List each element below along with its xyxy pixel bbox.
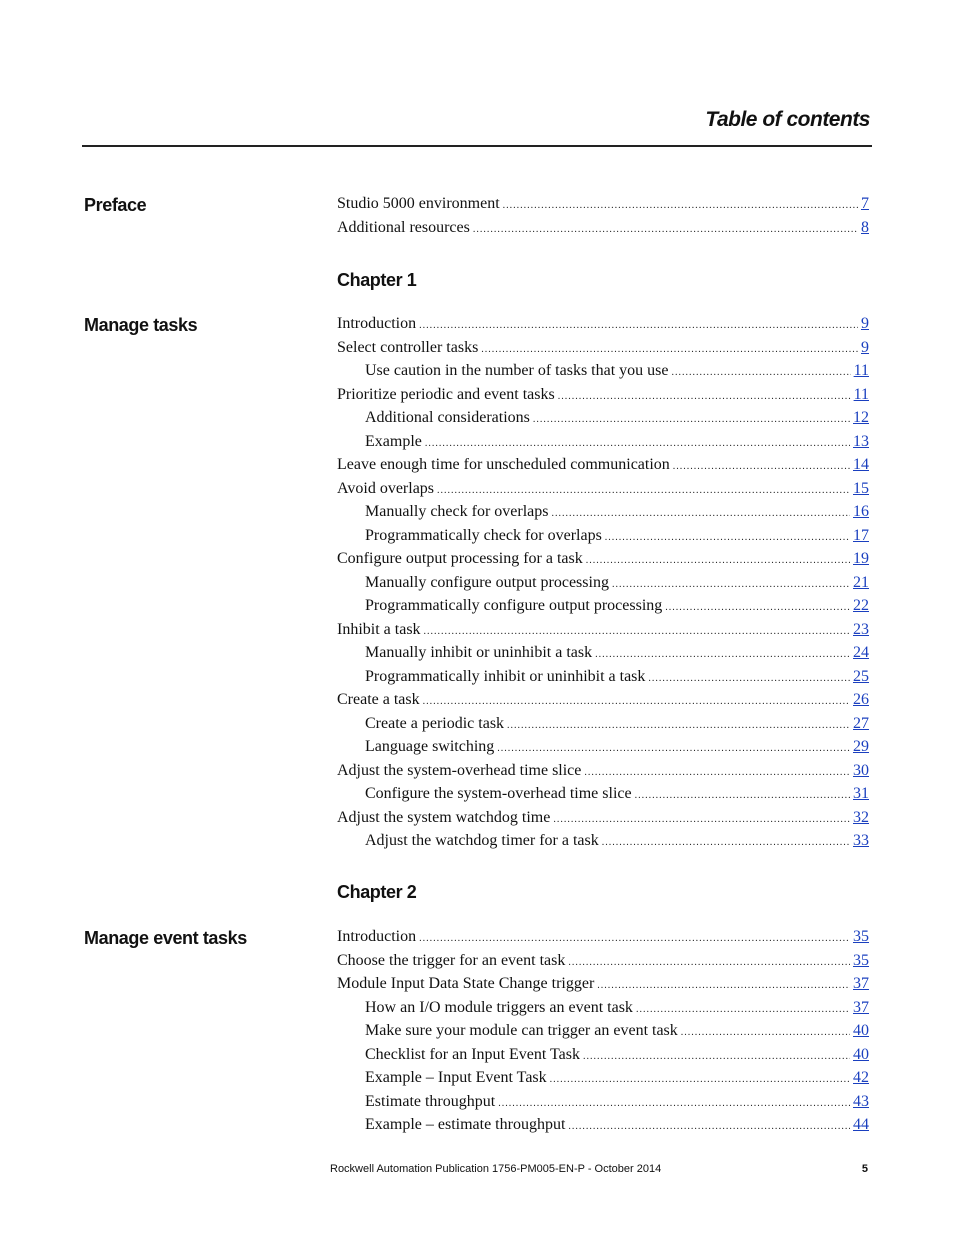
dot-leader	[602, 831, 850, 853]
toc-entry	[337, 712, 869, 736]
toc-page-link[interactable]: 27	[853, 714, 869, 732]
toc-page-link[interactable]: 17	[853, 526, 869, 544]
toc-entry	[337, 383, 869, 407]
toc-entry	[337, 336, 869, 360]
toc-page-link[interactable]: 21	[853, 573, 869, 591]
title-divider	[82, 145, 872, 147]
toc-page-link[interactable]: 11	[853, 385, 869, 403]
toc-entry	[337, 453, 869, 477]
section-heading-preface: Preface	[84, 195, 147, 215]
toc-entry	[337, 216, 869, 240]
toc-entry	[337, 1090, 869, 1114]
toc-entry-title: Use caution in the number of tasks that you use	[365, 362, 669, 379]
dot-leader	[568, 1115, 850, 1137]
toc-entry-title: Programmatically inhibit or uninhibit a task	[365, 667, 646, 685]
toc-entry-title: Introduction	[337, 315, 417, 332]
dot-leader	[424, 620, 850, 642]
toc-entry-title: Choose the trigger for an event task	[337, 951, 566, 969]
toc-entry	[337, 192, 869, 216]
toc-list-preface	[337, 192, 869, 239]
toc-page-link[interactable]: 7	[861, 195, 869, 212]
dot-leader	[605, 526, 850, 548]
toc-page-link[interactable]: 13	[853, 432, 869, 450]
dot-leader	[665, 596, 850, 618]
chapter-label-1: Chapter 1	[337, 270, 417, 290]
dot-leader	[673, 455, 850, 477]
toc-page-link[interactable]: 32	[853, 808, 869, 826]
dot-leader	[583, 1045, 850, 1067]
toc-entry-title: Studio 5000 environment	[337, 195, 500, 212]
toc-entry	[337, 735, 869, 759]
toc-page-link[interactable]: 42	[853, 1069, 869, 1086]
toc-entry-title: Select controller tasks	[337, 338, 479, 356]
toc-entry	[337, 359, 869, 383]
toc-entry-title: Adjust the watchdog timer for a task	[365, 832, 599, 849]
dot-leader	[423, 690, 850, 712]
toc-entry	[337, 641, 869, 665]
dot-leader	[595, 643, 850, 665]
toc-page-link[interactable]: 15	[853, 479, 869, 497]
toc-entry-title: Manually check for overlaps	[365, 503, 549, 520]
toc-entry	[337, 972, 869, 996]
toc-entry-title: Language switching	[365, 738, 495, 755]
dot-leader	[635, 784, 850, 806]
toc-page-link[interactable]: 30	[853, 761, 869, 779]
dot-leader	[612, 573, 850, 595]
dot-leader	[597, 974, 850, 996]
toc-entry-title: Leave enough time for unscheduled communication	[337, 456, 670, 473]
toc-entry	[337, 524, 869, 548]
toc-page-link[interactable]: 43	[853, 1092, 869, 1110]
toc-page-link[interactable]: 40	[853, 1022, 869, 1039]
dot-leader	[550, 1068, 850, 1090]
toc-entry	[337, 665, 869, 689]
toc-entry-title: Make sure your module can trigger an event task	[365, 1022, 678, 1039]
toc-list-chapter-2	[337, 925, 869, 1137]
toc-entry-title: Example – Input Event Task	[365, 1069, 547, 1086]
toc-entry-title: Additional considerations	[365, 409, 530, 426]
dot-leader	[419, 927, 850, 949]
toc-list-chapter-1	[337, 312, 869, 853]
toc-page-link[interactable]: 26	[853, 691, 869, 708]
toc-entry-title: Programmatically check for overlaps	[365, 526, 602, 544]
dot-leader	[503, 194, 858, 216]
dot-leader	[425, 432, 850, 454]
toc-page-link[interactable]: 35	[853, 951, 869, 969]
dot-leader	[568, 951, 850, 973]
toc-entry	[337, 1113, 869, 1137]
toc-entry-title: Configure the system-overhead time slice	[365, 785, 632, 802]
toc-entry-title: Avoid overlaps	[337, 479, 435, 497]
toc-page-link[interactable]: 8	[861, 218, 869, 236]
toc-page-link[interactable]: 33	[853, 832, 869, 849]
toc-entry	[337, 406, 869, 430]
dot-leader	[533, 408, 850, 430]
dot-leader	[648, 667, 850, 689]
toc-entry-title: Module Input Data State Change trigger	[337, 975, 595, 992]
dot-leader	[497, 737, 850, 759]
toc-page-link[interactable]: 11	[853, 362, 869, 379]
toc-page-link[interactable]: 16	[853, 503, 869, 520]
toc-entry	[337, 1043, 869, 1067]
toc-page-link[interactable]: 44	[853, 1116, 869, 1133]
toc-entry-title: Additional resources	[337, 218, 470, 236]
toc-entry	[337, 312, 869, 336]
chapter-label-2: Chapter 2	[337, 882, 417, 902]
dot-leader	[584, 761, 850, 783]
toc-page-link[interactable]: 31	[853, 785, 869, 802]
section-heading-chapter-1: Manage tasks	[84, 315, 198, 335]
toc-entry	[337, 594, 869, 618]
footer-publication: Rockwell Automation Publication 1756-PM005-EN-P - October 2014	[330, 1163, 662, 1175]
dot-leader	[437, 479, 850, 501]
dot-leader	[473, 218, 858, 240]
dot-leader	[498, 1092, 850, 1114]
toc-entry	[337, 500, 869, 524]
dot-leader	[419, 314, 858, 336]
toc-entry	[337, 618, 869, 642]
dot-leader	[481, 338, 858, 360]
toc-entry-title: Manually inhibit or uninhibit a task	[365, 644, 593, 661]
toc-entry-title: Introduction	[337, 928, 417, 945]
toc-entry-title: Checklist for an Input Event Task	[365, 1045, 580, 1063]
toc-entry	[337, 688, 869, 712]
page-title: Table of contents	[705, 108, 870, 131]
toc-page-link[interactable]: 9	[861, 315, 869, 332]
toc-entry	[337, 759, 869, 783]
toc-page-link[interactable]: 37	[853, 998, 869, 1016]
toc-page-link[interactable]: 25	[853, 667, 869, 685]
toc-entry-title: Create a task	[337, 691, 420, 708]
toc-page-link[interactable]: 40	[853, 1045, 869, 1063]
toc-entry-title: Inhibit a task	[337, 620, 421, 638]
toc-entry	[337, 949, 869, 973]
toc-entry-title: Adjust the system watchdog time	[337, 808, 551, 826]
toc-entry-title: Manually configure output processing	[365, 573, 609, 591]
dot-leader	[551, 502, 850, 524]
toc-entry	[337, 1019, 869, 1043]
toc-page-link[interactable]: 24	[853, 644, 869, 661]
toc-entry-title: Estimate throughput	[365, 1092, 496, 1110]
toc-entry	[337, 430, 869, 454]
toc-page-link[interactable]: 23	[853, 620, 869, 638]
toc-entry-title: Prioritize periodic and event tasks	[337, 385, 555, 403]
dot-leader	[553, 808, 850, 830]
toc-page-link[interactable]: 37	[853, 975, 869, 992]
toc-entry-title: Example	[365, 432, 422, 450]
toc-page-link[interactable]: 9	[861, 338, 869, 356]
toc-entry	[337, 829, 869, 853]
toc-entry	[337, 571, 869, 595]
toc-entry	[337, 547, 869, 571]
section-heading-chapter-2: Manage event tasks	[84, 928, 247, 948]
toc-page-link[interactable]: 22	[853, 597, 869, 614]
toc-entry-title: Programmatically configure output processing	[365, 597, 663, 614]
dot-leader	[586, 549, 850, 571]
footer-page-number: 5	[861, 1163, 868, 1175]
dot-leader	[672, 361, 851, 383]
toc-entry	[337, 925, 869, 949]
toc-entry-title: Example – estimate throughput	[365, 1116, 566, 1133]
toc-page-link[interactable]: 14	[853, 456, 869, 473]
toc-entry	[337, 477, 869, 501]
toc-page-link[interactable]: 12	[853, 409, 869, 426]
toc-entry-title: How an I/O module triggers an event task	[365, 998, 633, 1016]
toc-page-link[interactable]: 35	[853, 928, 869, 945]
toc-page-link[interactable]: 19	[853, 550, 869, 567]
toc-entry-title: Adjust the system-overhead time slice	[337, 761, 582, 779]
dot-leader	[558, 385, 851, 407]
toc-entry-title: Configure output processing for a task	[337, 550, 583, 567]
dot-leader	[636, 998, 850, 1020]
toc-page-link[interactable]: 29	[853, 738, 869, 755]
toc-entry	[337, 1066, 869, 1090]
toc-entry	[337, 996, 869, 1020]
dot-leader	[681, 1021, 850, 1043]
toc-entry-title: Create a periodic task	[365, 714, 505, 732]
dot-leader	[507, 714, 850, 736]
toc-entry	[337, 806, 869, 830]
toc-entry	[337, 782, 869, 806]
